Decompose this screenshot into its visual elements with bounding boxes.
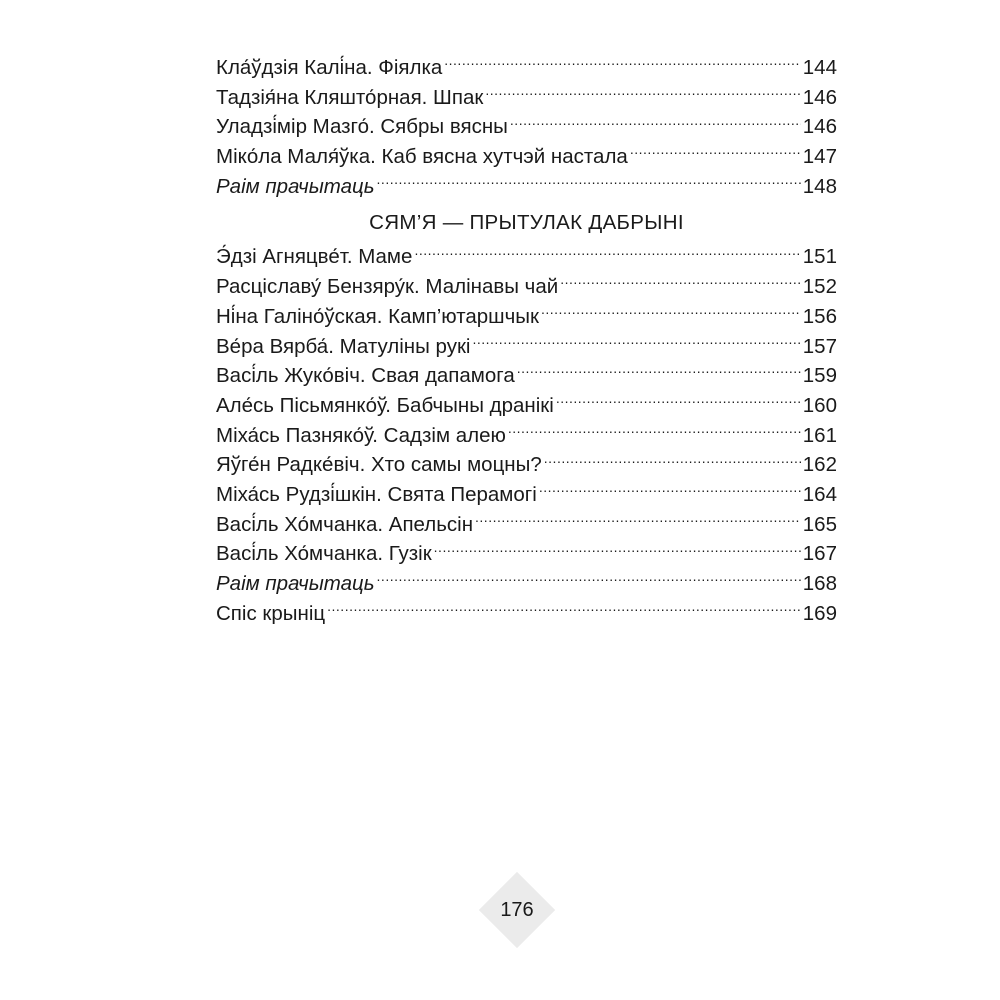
toc-entry-title: Уладзі́мір Мазго́. Сябры вясны	[216, 115, 508, 139]
toc-entry-page: 167	[802, 542, 837, 566]
dot-leader	[517, 362, 801, 383]
page-number: 176	[500, 898, 534, 921]
toc-entry-page: 164	[802, 482, 837, 506]
toc-entry	[216, 421, 837, 451]
toc-entry-page: 147	[802, 145, 837, 169]
toc-entry-recommended	[216, 569, 837, 599]
toc-entry-page: 144	[802, 56, 837, 79]
toc-entry	[216, 391, 837, 421]
dot-leader	[414, 243, 800, 264]
toc-entry-recommended	[216, 172, 837, 202]
toc-entry-title: Васі́ль Хо́мчанка. Апельсін	[216, 512, 474, 536]
toc-entry-title: Кла́ўдзія Калі́на. Фіялка	[216, 56, 443, 79]
toc-entry	[216, 450, 837, 480]
dot-leader	[544, 451, 801, 472]
toc-entry-page: 160	[802, 393, 837, 417]
table-of-contents	[216, 53, 837, 628]
toc-entry-title: Ні́на Галіно́ўская. Камп’ютаршчык	[216, 304, 539, 328]
toc-entry-page: 168	[802, 572, 837, 595]
toc-entry-page: 148	[802, 174, 837, 198]
toc-entry-title: Ве́ра Вярба́. Матуліны рукі	[216, 334, 471, 358]
toc-entry-title: Расціславу́ Бензяру́к. Малінавы чай	[216, 275, 559, 299]
dot-leader	[434, 540, 801, 561]
toc-entry-title: Але́сь Пісьмянко́ў. Бабчыны дранікі	[216, 393, 554, 417]
dot-leader	[630, 143, 801, 164]
dot-leader	[508, 421, 801, 442]
toc-entry-page: 152	[802, 275, 837, 299]
toc-entry-page: 146	[802, 115, 837, 139]
dot-leader	[444, 54, 801, 75]
toc-entry	[216, 539, 837, 569]
toc-entry	[216, 112, 837, 142]
dot-leader	[556, 391, 801, 412]
toc-entry	[216, 510, 837, 540]
toc-entry-title: Э́дзі Агняцве́т. Маме	[216, 245, 413, 269]
toc-entry-title: Міха́сь Пазняко́ў. Садзім алею	[216, 423, 506, 447]
toc-entry-page: 161	[802, 423, 837, 447]
toc-entry-page: 146	[802, 85, 837, 109]
toc-entry	[216, 242, 837, 272]
dot-leader	[472, 332, 800, 353]
toc-entry-title: Яўге́н Радке́віч. Хто самы моцны?	[216, 453, 542, 477]
toc-entry-title: Васі́ль Хо́мчанка. Гузік	[216, 542, 432, 566]
toc-entry-title: Міко́ла Маля́ўка. Каб вясна хутчэй настала	[216, 145, 628, 169]
dot-leader	[539, 480, 801, 501]
toc-entry-page: 162	[802, 453, 837, 477]
toc-entry-page: 165	[802, 512, 837, 536]
toc-entry-title: Раім прачытаць	[216, 572, 375, 595]
dot-leader	[560, 273, 801, 294]
dot-leader	[377, 172, 801, 193]
toc-entry	[216, 53, 837, 83]
toc-entry-page: 169	[802, 601, 837, 625]
dot-leader	[485, 83, 800, 104]
toc-entry-page: 156	[802, 304, 837, 328]
page-number-badge	[477, 870, 557, 950]
dot-leader	[377, 570, 801, 591]
dot-leader	[510, 113, 801, 134]
toc-entry	[216, 480, 837, 510]
dot-leader	[541, 302, 801, 323]
dot-leader	[327, 599, 801, 620]
toc-entry	[216, 599, 837, 629]
toc-entry-page: 151	[802, 245, 837, 269]
toc-entry-title: Раім прачытаць	[216, 174, 375, 198]
toc-entry	[216, 272, 837, 302]
toc-entry	[216, 332, 837, 362]
toc-entry-page: 159	[802, 364, 837, 388]
toc-entry-title: Спіс крыніц	[216, 601, 326, 625]
toc-entry-title: Міха́сь Рудзі́шкін. Свята Перамогі	[216, 482, 537, 506]
section-heading: СЯМ’Я — ПРЫТУЛАК ДАБРЫНІ	[369, 211, 684, 235]
toc-entry-title: Васі́ль Жуко́віч. Свая дапамога	[216, 364, 515, 388]
toc-entry	[216, 361, 837, 391]
toc-entry	[216, 302, 837, 332]
toc-entry	[216, 142, 837, 172]
dot-leader	[475, 510, 801, 531]
toc-entry	[216, 83, 837, 113]
toc-entry-title: Тадзія́на Кляшто́рная. Шпак	[216, 85, 484, 109]
toc-entry-page: 157	[802, 334, 837, 358]
